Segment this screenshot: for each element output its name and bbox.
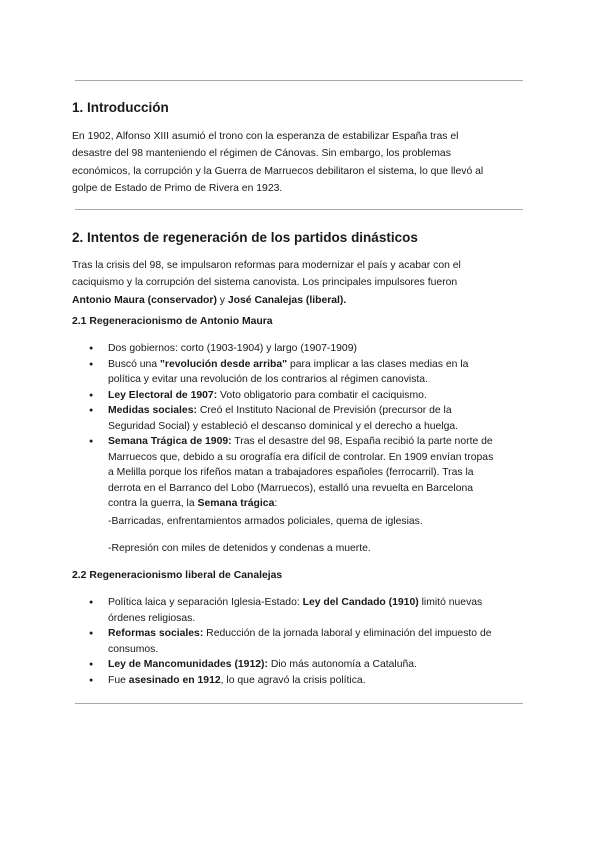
- regen-line: caciquismo y la corrupción del sistema canovista. Los principales impulsores fueron: [72, 277, 458, 289]
- list-item: [72, 403, 524, 434]
- list-item: [72, 341, 524, 357]
- maura-b5-line5-post: :: [274, 498, 278, 509]
- maura-list: [72, 341, 524, 512]
- canalejas-b3-post: Dio más autonomía a Cataluña.: [267, 659, 417, 670]
- intro-paragraph: [72, 128, 524, 197]
- intro-line: En 1902, Alfonso XIII asumió el trono con la esperanza de estabilizar España tras el: [72, 131, 459, 142]
- sub-point: -Barricadas, enfrentamientos armados policiales, quema de iglesias.: [108, 516, 423, 527]
- section-title-introduccion: 1. Introducción: [72, 100, 169, 115]
- canalejas-b1-bold: Ley del Candado (1910): [302, 597, 419, 608]
- maura-b2-line2: política y evitar una revolución de los contrarios al régimen canovista.: [108, 374, 428, 385]
- divider: [75, 703, 523, 704]
- maura-b5-line2: Marruecos que, debido a su orografía era difícil de controlar. En 1909 envían tropas: [108, 451, 494, 463]
- maura-b2-post: para implicar a las clases medias en la: [287, 358, 469, 370]
- maura-b5-line4: derrota en el Barranco del Lobo (Marruecos), estalló una revuelta en Barcelona: [108, 482, 474, 494]
- list-item: [72, 626, 524, 657]
- maura-b2-bold: "revolución desde arriba": [160, 358, 288, 370]
- list-item: [72, 595, 524, 626]
- list-item: [72, 657, 524, 673]
- subsection-title-canalejas: 2.2 Regeneracionismo liberal de Canalejas: [72, 570, 283, 581]
- divider: [75, 209, 523, 210]
- maura-b4-line2: Seguridad Social) y estableció el descanso dominical y el derecho a huelga.: [108, 420, 459, 432]
- intro-line: desastre del 98 manteniendo el régimen de Cánovas. Sin embargo, los problemas: [72, 148, 451, 160]
- list-item: [72, 434, 524, 512]
- maura-b5-bold: Semana Trágica de 1909:: [108, 436, 232, 447]
- intro-line: golpe de Estado de Primo de Rivera en 1923.: [72, 182, 283, 194]
- maura-b3-bold: Ley Electoral de 1907:: [108, 389, 218, 401]
- canalejas-name: José Canalejas (liberal).: [227, 294, 347, 306]
- canalejas-b1-pre: Política laica y separación Iglesia-Estado:: [108, 597, 303, 608]
- maura-b2-pre: Buscó una: [108, 358, 160, 370]
- maura-b5-line3: a Melilla porque los rifeños matan a trabajadores españoles (ferrocarril). Tras la: [108, 467, 474, 478]
- canalejas-b4-post: , lo que agravó la crisis política.: [220, 674, 366, 686]
- canalejas-b1-post: limitó nuevas: [418, 597, 483, 608]
- maura-b4-post: Creó el Instituto Nacional de Previsión (precursor de la: [196, 405, 452, 416]
- canalejas-b4-bold: asesinado en 1912: [128, 674, 221, 686]
- canalejas-b3-bold: Ley de Mancomunidades (1912):: [108, 659, 268, 670]
- canalejas-b4-pre: Fue: [108, 674, 129, 686]
- regen-connector: y: [216, 294, 228, 306]
- section-title-regeneracion: 2. Intentos de regeneración de los partidos dinásticos: [72, 230, 418, 245]
- maura-b5-post: Tras el desastre del 98, España recibió la parte norte de: [231, 436, 493, 447]
- canalejas-b2-bold: Reformas sociales:: [108, 628, 204, 639]
- maura-b5-line5-bold: Semana trágica: [197, 498, 275, 509]
- canalejas-list: [72, 595, 524, 688]
- regen-line: Tras la crisis del 98, se impulsaron reformas para modernizar el país y acabar con el: [72, 260, 461, 271]
- intro-line: económicos, la corrupción y la Guerra de Marruecos debilitaron el sistema, lo que llevó al: [72, 165, 484, 177]
- list-item: [72, 357, 524, 388]
- canalejas-b2-post: Reducción de la jornada laboral y eliminación del impuesto de: [203, 628, 492, 639]
- canalejas-b2-line2: consumos.: [108, 643, 159, 655]
- maura-b3-post: Voto obligatorio para combatir el caciquismo.: [217, 389, 427, 401]
- subsection-title-maura: 2.1 Regeneracionismo de Antonio Maura: [72, 316, 273, 327]
- maura-b4-bold: Medidas sociales:: [108, 405, 197, 416]
- maura-b5-line5-pre: contra la guerra, la: [108, 498, 198, 509]
- divider: [75, 80, 523, 81]
- sub-point: -Represión con miles de detenidos y condenas a muerte.: [108, 543, 371, 554]
- list-item: [72, 673, 524, 689]
- maura-name: Antonio Maura (conservador): [72, 294, 217, 306]
- regen-paragraph: [72, 257, 524, 309]
- canalejas-b1-line2: órdenes religiosas.: [108, 612, 196, 624]
- maura-b1: Dos gobiernos: corto (1903-1904) y largo (1907-1909): [108, 343, 357, 354]
- list-item: [72, 388, 524, 404]
